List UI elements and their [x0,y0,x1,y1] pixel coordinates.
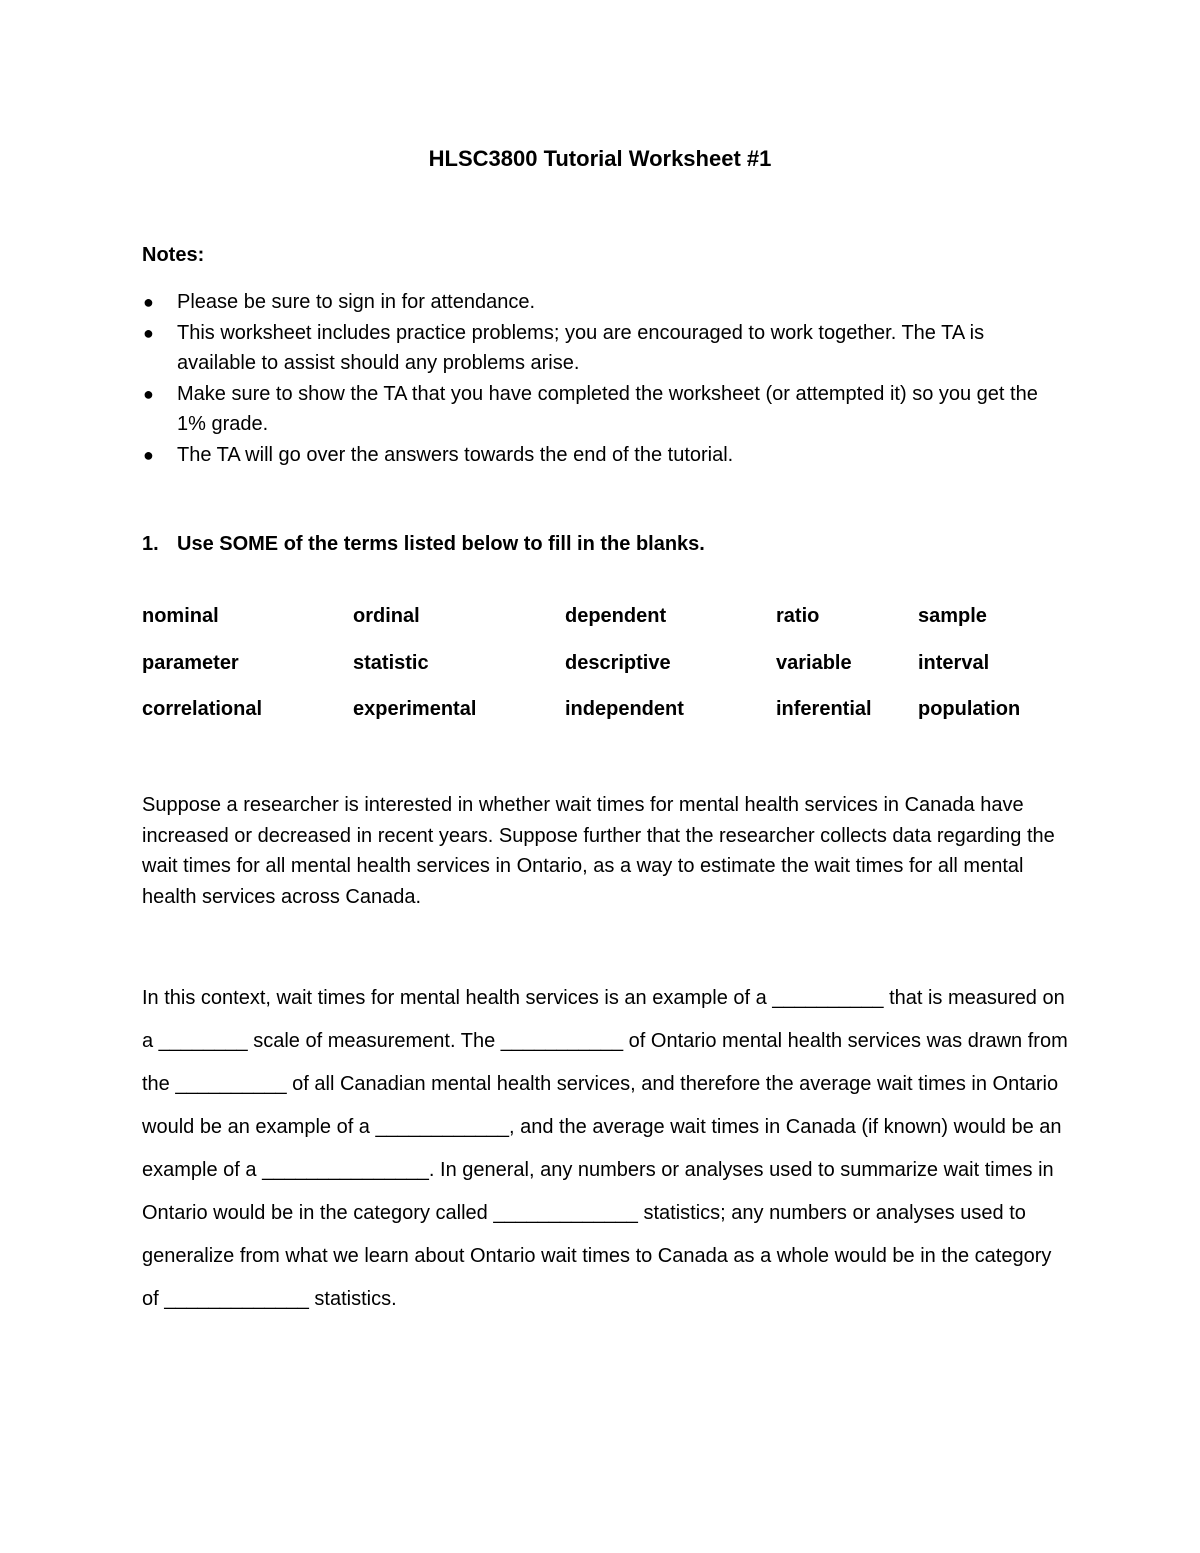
notes-heading: Notes: [142,244,205,266]
term: ordinal [353,605,420,627]
scenario-paragraph: Suppose a researcher is interested in whether wait times for mental health services in Canada have increased or decreased in recent years. Suppose further that the researcher collects data regarding the wait times for all mental health services in Ontario, as a way to estimate the wait times for all mental health services across Canada. [142,794,1055,908]
notes-list [142,287,1062,470]
list-item [142,318,1062,379]
term: parameter [142,651,239,674]
bullet-icon: ● [143,292,154,312]
list-item [142,287,1062,318]
term: statistic [353,651,429,674]
term: experimental [353,698,477,720]
term: ratio [776,605,820,627]
term: descriptive [565,651,671,674]
fill-in-paragraph: In this context, wait times for mental health services is an example of a __________ that is measured on a ________ scale of measurement. The ___________ of Ontario mental health services was drawn from the __________ of all Canadian mental health services, and therefore the average wait times in Ontario would be an example of a ____________, and the average wait times in Canada (if known) would be an example of a _______________. In general, any numbers or analyses used to summarize wait times in Ontario would be in the category called _____________ statistics; any numbers or analyses used to generalize from what we learn about Ontario wait times to Canada as a whole would be in the category of _____________ statistics. [142,987,1068,1310]
list-item [142,379,1062,440]
term: variable [776,651,852,674]
bullet-icon: ● [143,322,154,343]
term: inferential [776,698,872,720]
list-item [142,440,1062,471]
term: dependent [565,605,667,627]
bullet-icon: ● [143,444,154,465]
note-text: Make sure to show the TA that you have completed the worksheet (or attempted it) so you get the 1% grade. [177,382,1038,435]
term: independent [565,698,684,720]
note-text: The TA will go over the answers towards the end of the tutorial. [177,443,734,466]
term: nominal [142,605,219,627]
term: sample [918,605,987,627]
page-title: HLSC3800 Tutorial Worksheet #1 [428,146,772,171]
bullet-icon: ● [143,383,154,404]
term: interval [918,651,990,674]
note-text: Please be sure to sign in for attendance. [177,291,536,313]
question-instruction: Use SOME of the terms listed below to fill in the blanks. [177,533,705,555]
term: correlational [142,698,263,720]
term: population [918,698,1021,720]
question-number: 1. [142,533,159,555]
question-heading [142,533,705,556]
note-text: This worksheet includes practice problems; you are encouraged to work together. The TA is available to assist should any problems arise. [177,321,985,374]
